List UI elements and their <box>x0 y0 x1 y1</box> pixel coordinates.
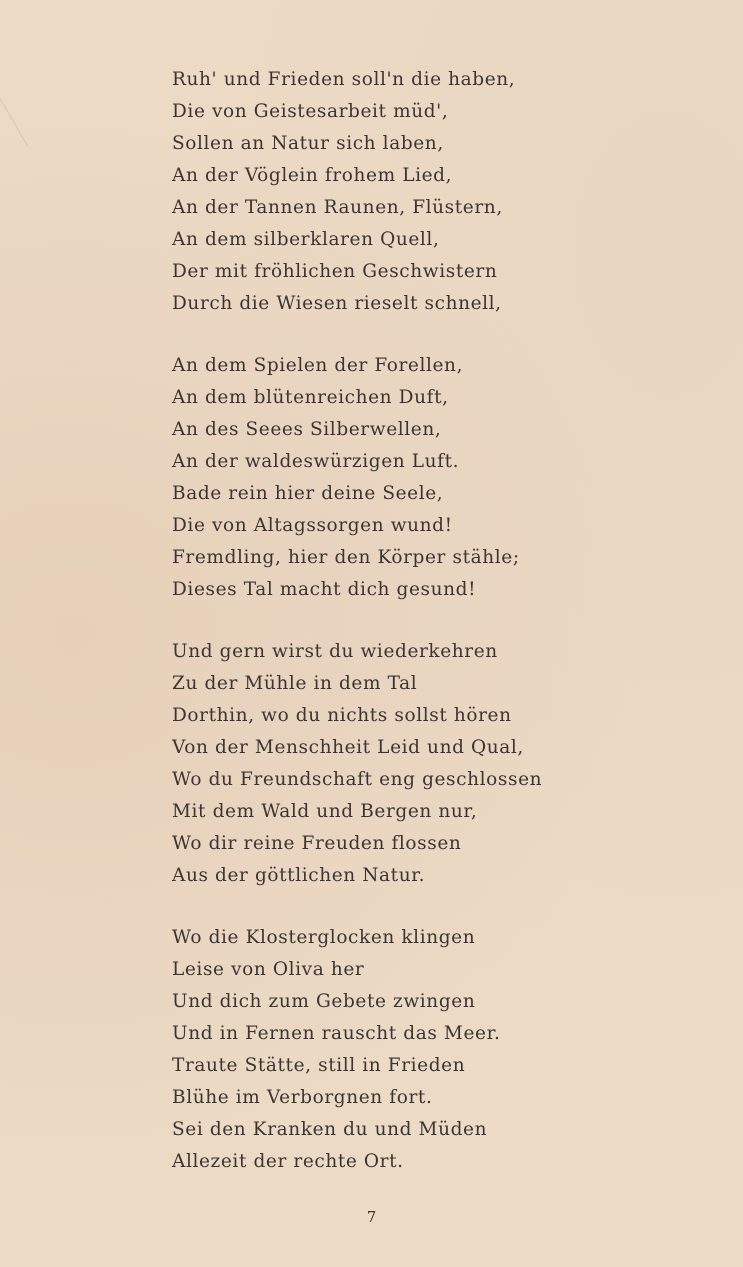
paper-fold-mark <box>0 94 28 146</box>
poem-line: Bade rein hier deine Seele, <box>172 483 444 504</box>
poem-line: An der waldeswürzigen Luft. <box>172 451 460 472</box>
poem-line: Und gern wirst du wiederkehren <box>172 641 498 662</box>
poem-line: Leise von Oliva her <box>172 959 365 980</box>
poem-line: Die von Altagssorgen wund! <box>172 515 453 536</box>
poem-line: Von der Menschheit Leid und Qual, <box>172 737 524 758</box>
poem-line: Dieses Tal macht dich gesund! <box>172 579 477 600</box>
poem-line: Allezeit der rechte Ort. <box>172 1151 404 1172</box>
poem-line: Durch die Wiesen rieselt schnell, <box>172 293 502 314</box>
poem-line: An dem blütenreichen Duft, <box>172 387 449 408</box>
stanza-2 <box>172 350 712 606</box>
poem-line: Fremdling, hier den Körper stähle; <box>172 547 520 568</box>
poem-line: Ruh' und Frieden soll'n die haben, <box>172 69 516 90</box>
stanza-4 <box>172 922 712 1178</box>
poem-line: Sollen an Natur sich laben, <box>172 133 444 154</box>
poem <box>172 64 712 1178</box>
poem-line: Blühe im Verborgnen fort. <box>172 1087 433 1108</box>
poem-line: Aus der göttlichen Natur. <box>172 865 426 886</box>
poem-line: Dorthin, wo du nichts sollst hören <box>172 705 512 726</box>
poem-line: Traute Stätte, still in Frieden <box>172 1055 466 1076</box>
stanza-3 <box>172 636 712 892</box>
poem-line: An der Vöglein frohem Lied, <box>172 165 453 186</box>
poem-line: Mit dem Wald und Bergen nur, <box>172 801 478 822</box>
poem-line: Die von Geistesarbeit müd', <box>172 101 449 122</box>
poem-line: Und dich zum Gebete zwingen <box>172 991 476 1012</box>
poem-line: Der mit fröhlichen Geschwistern <box>172 261 498 282</box>
poem-line: Wo du Freundschaft eng geschlossen <box>172 769 543 790</box>
poem-line: Sei den Kranken du und Müden <box>172 1119 488 1140</box>
poem-line: Wo dir reine Freuden flossen <box>172 833 462 854</box>
poem-line: An der Tannen Raunen, Flüstern, <box>172 197 503 218</box>
poem-line: Wo die Klosterglocken klingen <box>172 927 476 948</box>
poem-line: An dem silberklaren Quell, <box>172 229 440 250</box>
stanza-1 <box>172 64 712 320</box>
poem-line: An des Seees Silberwellen, <box>172 419 442 440</box>
poem-line: Zu der Mühle in dem Tal <box>172 673 418 694</box>
page-number: 7 <box>366 1208 377 1226</box>
poem-line: Und in Fernen rauscht das Meer. <box>172 1023 501 1044</box>
poem-line: An dem Spielen der Forellen, <box>172 355 464 376</box>
